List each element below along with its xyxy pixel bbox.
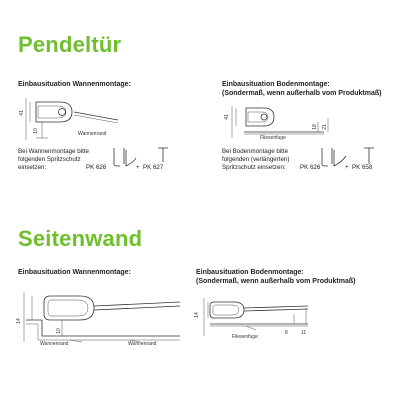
- seiten-boden-heading: Einbausituation Bodenmontage:: [196, 269, 304, 276]
- pendel-wanne-dim-b: 10: [32, 128, 39, 134]
- seiten-wanne-heading: Einbausituation Wannenmontage:: [18, 269, 131, 276]
- pendel-boden-heading: Einbausituation Bodenmontage:: [222, 81, 330, 88]
- pendel-boden-plus: +: [345, 164, 349, 171]
- seiten-wanne-callout-2: Wannenrand: [128, 341, 157, 347]
- seiten-boden-subheading: (Sondermaß, wenn außerhalb vom Produktmaß): [196, 278, 356, 285]
- pendel-boden-part1: PK 626: [300, 164, 321, 171]
- pendel-boden-part2: PK 658: [352, 164, 373, 171]
- pendel-wanne-seal-profiles: [110, 146, 180, 168]
- pendel-boden-dim-b: 18: [311, 124, 318, 130]
- pendel-boden-note-line2: folgenden (verlängerten): [222, 156, 290, 163]
- pendel-boden-dim-c: 21: [321, 124, 328, 130]
- seiten-wanne-callout: Wannenrand: [40, 341, 69, 347]
- pendel-boden-note: [222, 148, 289, 172]
- pendel-wanne-plus: +: [136, 164, 140, 171]
- seiten-boden-dim-a: 14: [193, 312, 200, 318]
- pendel-wanne-diagram: [18, 96, 128, 146]
- seiten-wanne-dim-a: 14: [15, 318, 22, 324]
- pendel-wanne-note-line1: Bei Wannenmontage bitte: [18, 148, 89, 155]
- pendel-wanne-dim-a: 41: [18, 110, 25, 116]
- pendel-boden-callout: Fliesenfuge: [260, 135, 286, 141]
- pendel-boden-dim-a: 41: [223, 114, 230, 120]
- pendel-wanne-heading: Einbausituation Wannenmontage:: [18, 81, 131, 88]
- pendel-wanne-part2: PK 627: [143, 164, 164, 171]
- pendel-wanne-callout: Wannenrand: [78, 131, 107, 137]
- pendel-boden-note-line1: Bei Bodenmontage bitte: [222, 148, 289, 155]
- pendel-wanne-note-line3: einsetzen:: [18, 164, 47, 171]
- seiten-boden-dim-b: 8: [285, 330, 288, 336]
- section-title-seitenwand: Seitenwand: [18, 226, 143, 251]
- pendel-boden-note-line3: Spritzschutz einsetzen:: [222, 164, 286, 171]
- pendel-wanne-note-line2: folgenden Spritzschutz: [18, 156, 81, 163]
- pendel-wanne-note: [18, 148, 89, 172]
- seiten-boden-dim-c: 11: [301, 330, 307, 336]
- seiten-boden-diagram: [193, 292, 326, 342]
- pendel-wanne-part1: PK 626: [86, 164, 107, 171]
- seiten-boden-callout: Fliesenfuge: [232, 334, 258, 340]
- seiten-wanne-dim-b: 10: [55, 328, 62, 334]
- section-title-pendeltuer: Pendeltür: [18, 32, 122, 57]
- pendel-boden-seal-profiles: [320, 146, 380, 168]
- pendel-boden-subheading: (Sondermaß, wenn außerhalb vom Produktmaß): [222, 90, 382, 97]
